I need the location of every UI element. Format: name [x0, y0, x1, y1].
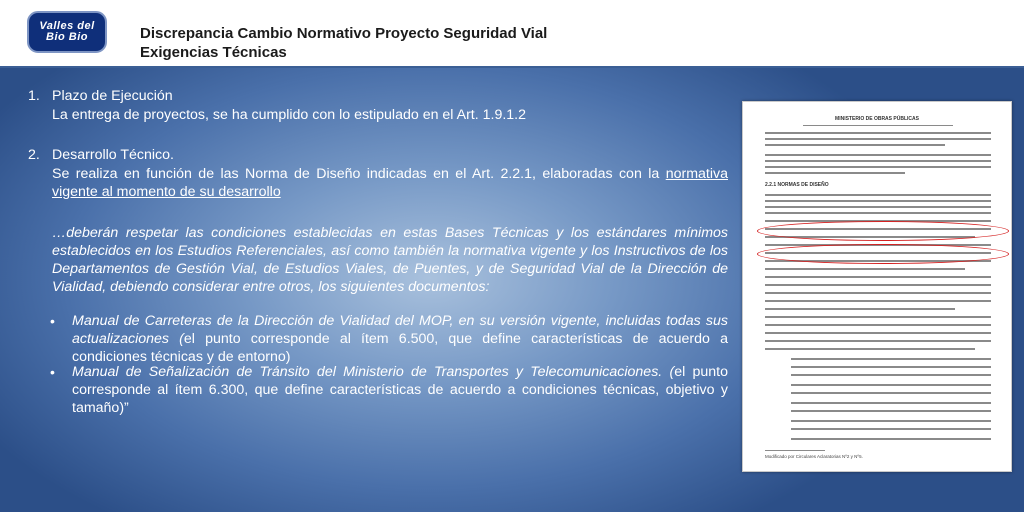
- valles-del-bio-bio-logo: [27, 11, 107, 53]
- slide-title: [140, 24, 547, 62]
- bullet2-italic: Manual de Señalización de Tránsito del Ministerio de Transportes y Telecomunicaciones. (: [72, 364, 675, 380]
- slide-header: [0, 0, 1024, 68]
- logo-line2: Bio Bio: [46, 31, 88, 43]
- document-footnote: Modificado por Circulares Aclaratorias Nº2 y Nº5.: [765, 454, 863, 459]
- title-line2: Exigencias Técnicas: [140, 44, 287, 61]
- item2-text-underlined-1: normativa: [665, 166, 728, 182]
- bullet1-italic: Manual de Carreteras de la Dirección de Vialidad del MOP, en su versión vigente, incluidas todas sus actualizaciones (: [72, 313, 728, 347]
- item1-number: 1.: [28, 88, 40, 104]
- document-scan-image: [742, 101, 1012, 472]
- item2-text-plain: Se realiza en función de las Norma de Diseño indicadas en el Art. 2.2.1, elaboradas con la: [52, 166, 666, 182]
- bullet2-plain: el punto corresponde al ítem 6.300, que define características de acuerdo a condiciones técnicas, objetivo y tamaño)”: [72, 364, 728, 416]
- item1-text: La entrega de proyectos, se ha cumplido con lo estipulado en el Art. 1.9.1.2: [52, 107, 527, 123]
- bullet-dot-1: •: [50, 313, 55, 329]
- bullet2-text: [72, 363, 728, 417]
- item2-text-underlined-2: vigente al momento de su desarrollo: [52, 184, 281, 200]
- item2-text: [52, 165, 728, 201]
- item1-title: Plazo de Ejecución: [52, 88, 173, 104]
- bullet-dot-2: •: [50, 364, 55, 380]
- bullet1-plain: el punto corresponde al ítem 6.500, que define características de acuerdo a condiciones técnicas y de entorno): [72, 331, 728, 365]
- bullet1-text: [72, 312, 728, 366]
- item2-number: 2.: [28, 147, 40, 163]
- highlight-oval-2: [757, 244, 1009, 264]
- title-line1: Discrepancia Cambio Normativo Proyecto Seguridad Vial: [140, 25, 548, 42]
- highlight-oval-1: [757, 221, 1009, 241]
- document-header: MINISTERIO DE OBRAS PÚBLICAS: [835, 116, 919, 122]
- quote-paragraph: …deberán respetar las condiciones establecidas en estas Bases Técnicas y los estándares mínimos establecidos en los Estudios Referenciales, así como también la normativa vigente y los Instructivos de los Departamentos de Gestión Vial, de Estudios Viales, de Puentes, y de Seguridad Vial de la Dirección de Vialidad, debiendo considerar entre otros, los siguientes documentos:: [52, 225, 728, 295]
- logo-line1: Valles del: [39, 20, 95, 32]
- item2-title: Desarrollo Técnico.: [52, 147, 174, 163]
- document-section-title: 2.2.1 NORMAS DE DISEÑO: [765, 182, 829, 188]
